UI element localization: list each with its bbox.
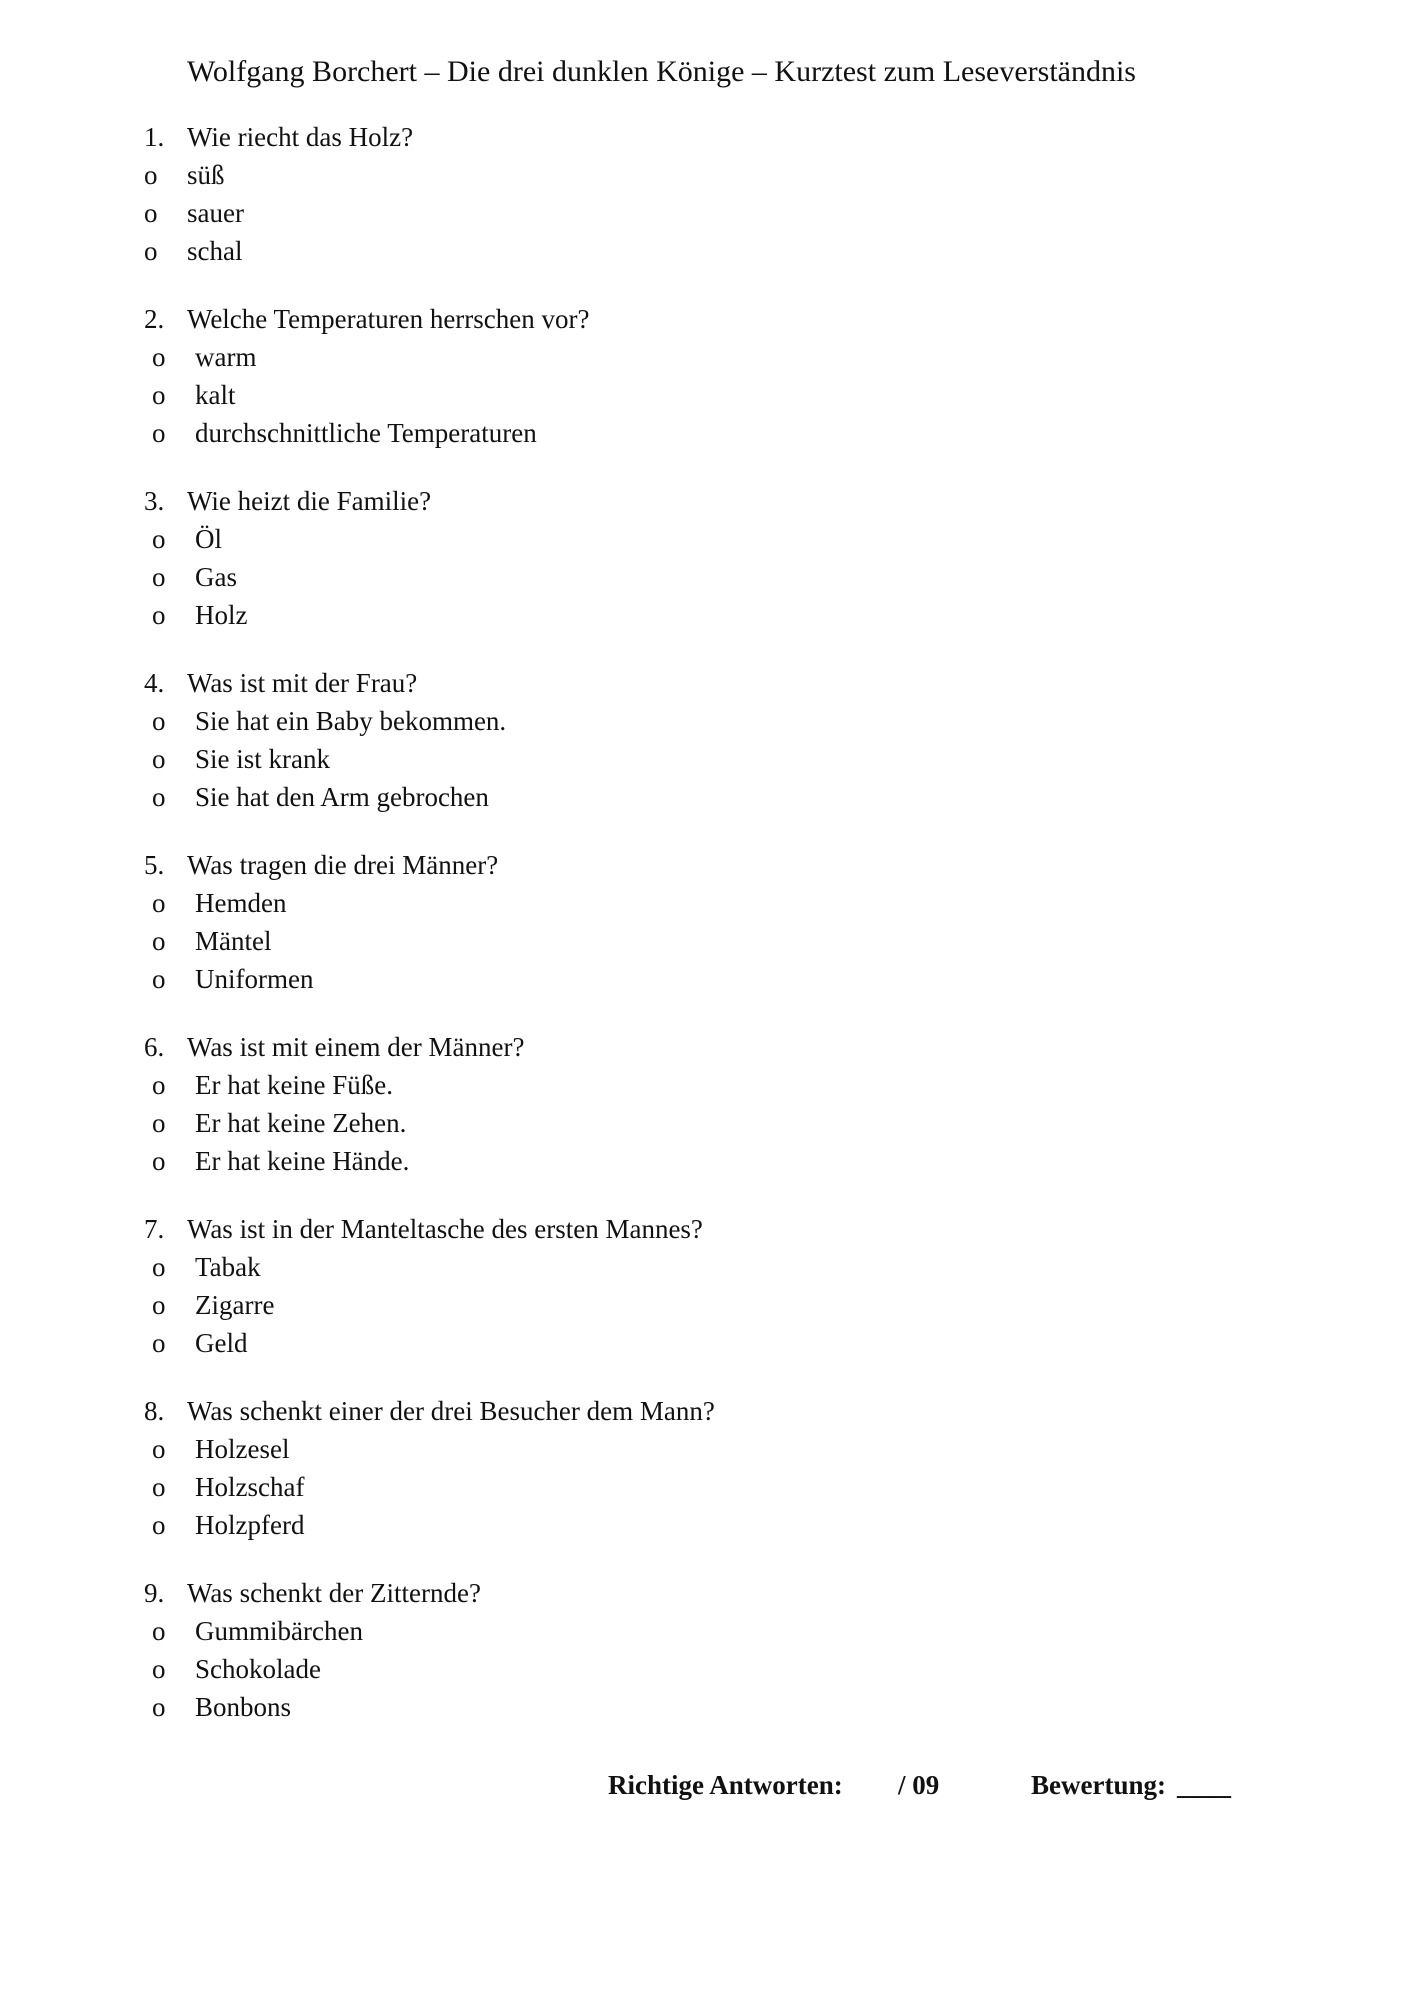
option-label: Sie hat den Arm gebrochen (195, 782, 489, 812)
option-bullet-icon: o (152, 342, 166, 372)
answer-option[interactable] (144, 778, 1294, 816)
option-label: Geld (195, 1328, 248, 1358)
option-label: durchschnittliche Temperaturen (195, 418, 537, 448)
option-label: Uniformen (195, 964, 314, 994)
option-bullet-icon: o (144, 236, 158, 266)
question-text: Was ist mit einem der Männer? (187, 1032, 525, 1062)
question-line (144, 664, 1294, 702)
answer-option[interactable] (144, 1688, 1294, 1726)
answer-option[interactable] (144, 740, 1294, 778)
question-text: Was schenkt der Zitternde? (187, 1578, 481, 1608)
option-label: Holzesel (195, 1434, 290, 1464)
option-label: Holz (195, 600, 248, 630)
option-label: warm (195, 342, 257, 372)
question-line (144, 1392, 1294, 1430)
option-bullet-icon: o (152, 1290, 166, 1320)
option-label: schal (187, 236, 243, 266)
question-number: 6. (144, 1032, 165, 1062)
question-text: Wie heizt die Familie? (187, 486, 432, 516)
correct-answers-label: Richtige Antworten: (608, 1770, 843, 1800)
question-text: Welche Temperaturen herrschen vor? (187, 304, 590, 334)
answer-option[interactable] (144, 338, 1294, 376)
option-bullet-icon: o (152, 782, 166, 812)
answer-option[interactable] (144, 414, 1294, 452)
option-label: Sie ist krank (195, 744, 330, 774)
answer-option[interactable] (144, 1286, 1294, 1324)
question-number: 1. (144, 122, 165, 152)
option-label: Bonbons (195, 1692, 292, 1722)
question-5 (144, 846, 1294, 998)
answer-option[interactable] (144, 1142, 1294, 1180)
question-text: Was ist in der Manteltasche des ersten Mannes? (187, 1214, 703, 1244)
answer-option[interactable] (144, 156, 1294, 194)
option-bullet-icon: o (152, 1472, 166, 1502)
option-bullet-icon: o (144, 198, 158, 228)
question-line (144, 482, 1294, 520)
option-bullet-icon: o (152, 1070, 166, 1100)
question-1 (144, 118, 1294, 270)
option-label: Gas (195, 562, 237, 592)
answer-option[interactable] (144, 1612, 1294, 1650)
question-number: 4. (144, 668, 165, 698)
question-2 (144, 300, 1294, 452)
option-bullet-icon: o (152, 964, 166, 994)
question-text: Was tragen die drei Männer? (187, 850, 499, 880)
question-number: 8. (144, 1396, 165, 1426)
option-label: Sie hat ein Baby bekommen. (195, 706, 507, 736)
question-number: 3. (144, 486, 165, 516)
option-bullet-icon: o (152, 744, 166, 774)
option-label: kalt (195, 380, 236, 410)
answer-option[interactable] (144, 1104, 1294, 1142)
answer-option[interactable] (144, 1248, 1294, 1286)
answer-option[interactable] (144, 232, 1294, 270)
option-label: sauer (187, 198, 244, 228)
option-bullet-icon: o (152, 1510, 166, 1540)
option-bullet-icon: o (152, 600, 166, 630)
grade-blank: ____ (1177, 1770, 1231, 1800)
option-label: Holzpferd (195, 1510, 305, 1540)
answer-option[interactable] (144, 520, 1294, 558)
score-total: / 09 (898, 1770, 940, 1800)
question-number: 9. (144, 1578, 165, 1608)
option-label: Er hat keine Hände. (195, 1146, 410, 1176)
option-bullet-icon: o (152, 562, 166, 592)
option-bullet-icon: o (152, 1616, 166, 1646)
answer-option[interactable] (144, 702, 1294, 740)
option-bullet-icon: o (152, 1108, 166, 1138)
option-label: Gummibärchen (195, 1616, 363, 1646)
option-label: Er hat keine Füße. (195, 1070, 393, 1100)
question-9 (144, 1574, 1294, 1726)
question-3 (144, 482, 1294, 634)
option-bullet-icon: o (152, 926, 166, 956)
answer-option[interactable] (144, 596, 1294, 634)
option-bullet-icon: o (152, 1328, 166, 1358)
question-line (144, 1028, 1294, 1066)
question-6 (144, 1028, 1294, 1180)
grade-label: Bewertung: (1031, 1770, 1166, 1800)
option-bullet-icon: o (152, 1692, 166, 1722)
option-label: Tabak (195, 1252, 261, 1282)
option-bullet-icon: o (152, 524, 166, 554)
question-7 (144, 1210, 1294, 1362)
question-line (144, 118, 1294, 156)
answer-option[interactable] (144, 1324, 1294, 1362)
answer-option[interactable] (144, 1650, 1294, 1688)
option-bullet-icon: o (152, 888, 166, 918)
question-number: 7. (144, 1214, 165, 1244)
option-label: Zigarre (195, 1290, 275, 1320)
option-label: Mäntel (195, 926, 272, 956)
option-bullet-icon: o (152, 706, 166, 736)
option-bullet-icon: o (144, 160, 158, 190)
answer-option[interactable] (144, 922, 1294, 960)
option-label: süß (187, 160, 225, 190)
answer-option[interactable] (144, 884, 1294, 922)
question-4 (144, 664, 1294, 816)
question-text: Was schenkt einer der drei Besucher dem Mann? (187, 1396, 715, 1426)
option-bullet-icon: o (152, 1146, 166, 1176)
answer-option[interactable] (144, 558, 1294, 596)
answer-option[interactable] (144, 194, 1294, 232)
option-label: Er hat keine Zehen. (195, 1108, 407, 1138)
question-list (144, 118, 1294, 1756)
option-label: Schokolade (195, 1654, 321, 1684)
question-number: 2. (144, 304, 165, 334)
question-line (144, 300, 1294, 338)
option-label: Öl (195, 524, 222, 554)
question-text: Was ist mit der Frau? (187, 668, 418, 698)
question-line (144, 846, 1294, 884)
question-number: 5. (144, 850, 165, 880)
option-bullet-icon: o (152, 380, 166, 410)
option-bullet-icon: o (152, 418, 166, 448)
answer-option[interactable] (144, 960, 1294, 998)
option-label: Hemden (195, 888, 287, 918)
question-8 (144, 1392, 1294, 1544)
question-line (144, 1210, 1294, 1248)
option-bullet-icon: o (152, 1654, 166, 1684)
answer-option[interactable] (144, 376, 1294, 414)
question-text: Wie riecht das Holz? (187, 122, 414, 152)
option-label: Holzschaf (195, 1472, 305, 1502)
page-title: Wolfgang Borchert – Die drei dunklen Könige – Kurztest zum Leseverständnis (187, 55, 1136, 88)
question-line (144, 1574, 1294, 1612)
answer-option[interactable] (144, 1468, 1294, 1506)
option-bullet-icon: o (152, 1252, 166, 1282)
answer-option[interactable] (144, 1506, 1294, 1544)
answer-option[interactable] (144, 1430, 1294, 1468)
answer-option[interactable] (144, 1066, 1294, 1104)
option-bullet-icon: o (152, 1434, 166, 1464)
